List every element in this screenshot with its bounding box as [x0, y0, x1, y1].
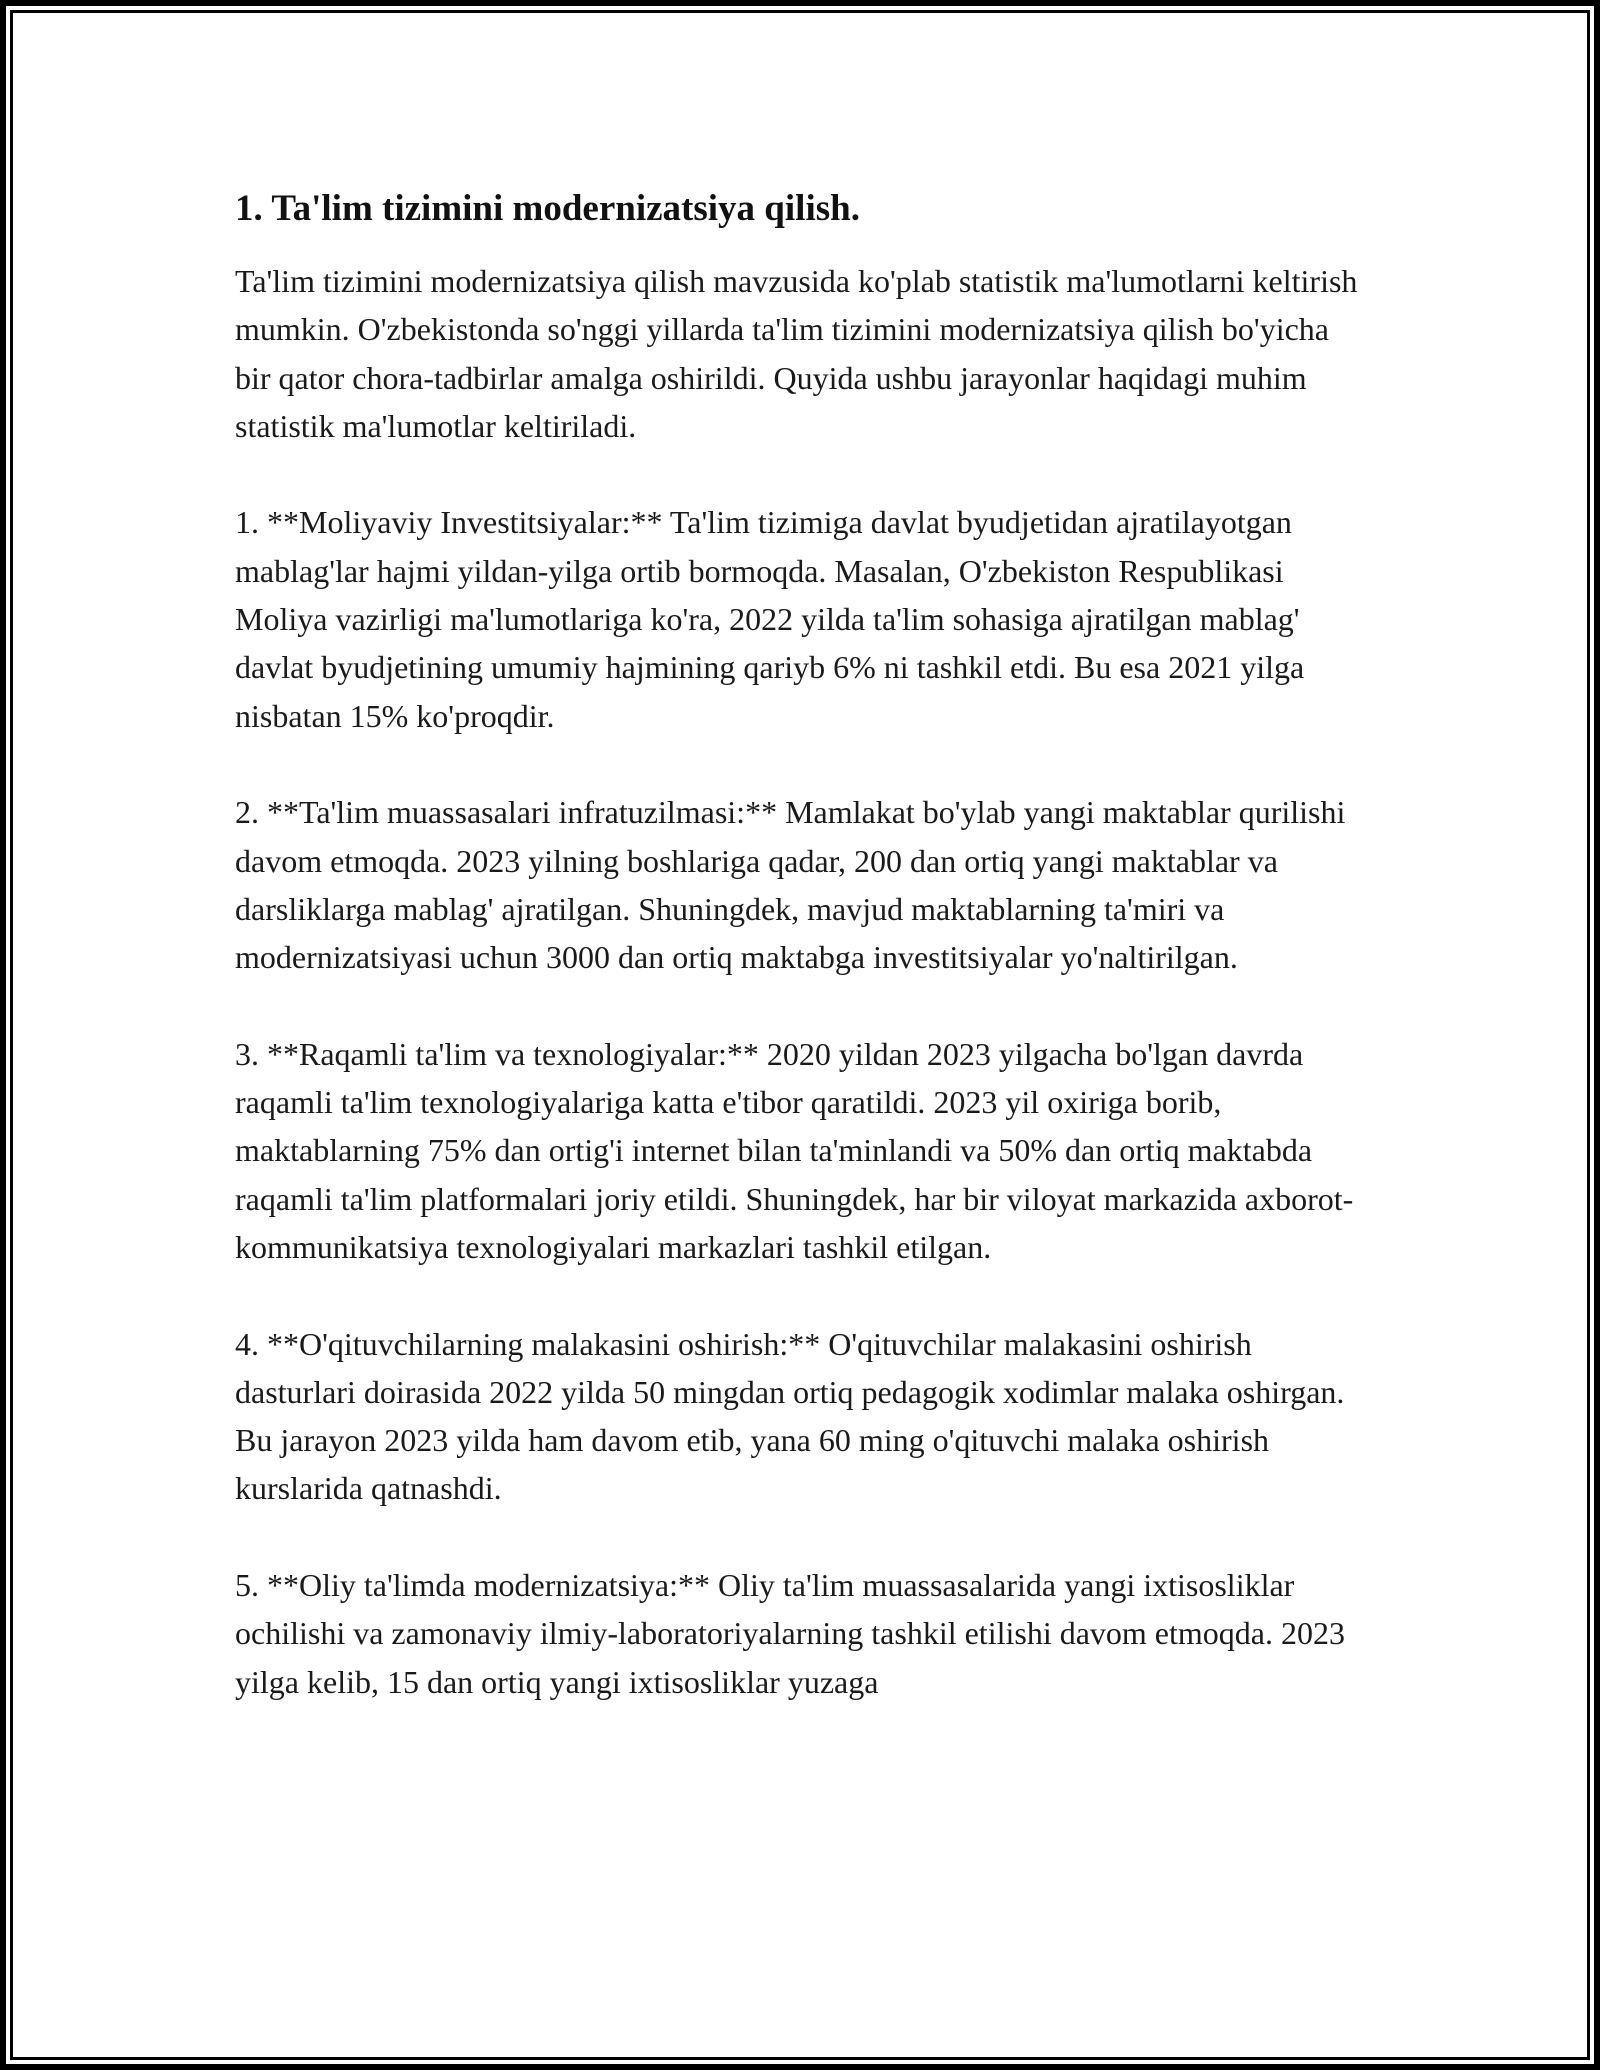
section-title: 1. Ta'lim tizimini modernizatsiya qilish. [235, 188, 860, 229]
document-body [235, 185, 1370, 1754]
item-digital-education: 3. **Raqamli ta'lim va texnologiyalar:** 2020 yildan 2023 yilgacha bo'lgan davrda raqamli ta'lim texnologiyalariga katta e'tibor qaratildi. 2023 yil oxiriga borib, maktablarning 75% dan ortig'i internet bilan ta'minlandi va 50% dan ortiq maktabda raqamli ta'lim platformalari joriy etildi. Shuningdek, har bir viloyat markazida axborot-kommunikatsiya texnologiyalari markazlari tashkil etilgan. [235, 1035, 1354, 1265]
item-higher-education: 5. **Oliy ta'limda modernizatsiya:** Oliy ta'lim muassasalarida yangi ixtisosliklar ochilishi va zamonaviy ilmiy-laboratoriyalarning tashkil etilishi davom etmoqda. 2023 yilga kelib, 15 dan ortiq yangi ixtisosliklar yuzaga [235, 1567, 1345, 1700]
item-financial-investments: 1. **Moliyaviy Investitsiyalar:** Ta'lim tizimiga davlat byudjetidan ajratilayotgan mablag'lar hajmi yildan-yilga ortib bormoqda. Masalan, O'zbekiston Respublikasi Moliya vazirligi ma'lumotlariga ko'ra, 2022 yilda ta'lim sohasiga ajratilgan mablag' davlat byudjetining umumiy hajmining qariyb 6% ni tashkil etdi. Bu esa 2021 yilga nisbatan 15% ko'proqdir. [235, 504, 1305, 734]
item-teacher-training: 4. **O'qituvchilarning malakasini oshirish:** O'qituvchilar malakasini oshirish dasturlari doirasida 2022 yilda 50 mingdan ortiq pedagogik xodimlar malaka oshirgan. Bu jarayon 2023 yilda ham davom etib, yana 60 ming o'qituvchi malaka oshirish kurslarida qatnashdi. [235, 1325, 1345, 1507]
item-infrastructure: 2. **Ta'lim muassasalari infratuzilmasi:** Mamlakat bo'ylab yangi maktablar qurilishi davom etmoqda. 2023 yilning boshlariga qadar, 200 dan ortiq yangi maktablar va darsliklarga mablag' ajratilgan. Shuningdek, mavjud maktablarning ta'miri va modernizatsiyasi uchun 3000 dan ortiq maktabga investitsiyalar yo'naltirilgan. [235, 794, 1346, 976]
intro-paragraph: Ta'lim tizimini modernizatsiya qilish mavzusida ko'plab statistik ma'lumotlarni keltirish mumkin. O'zbekistonda so'nggi yillarda ta'lim tizimini modernizatsiya qilish bo'yicha bir qator chora-tadbirlar amalga oshirildi. Quyida ushbu jarayonlar haqidagi muhim statistik ma'lumotlar keltiriladi. [235, 263, 1358, 444]
